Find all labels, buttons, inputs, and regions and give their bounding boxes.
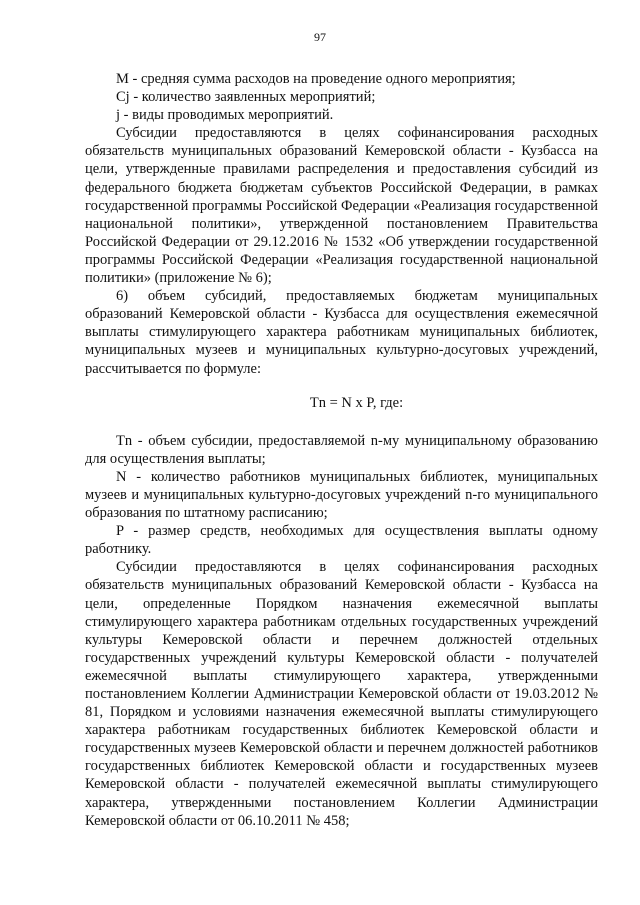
definition-tn: Тn - объем субсидии, предоставляемой n-му муниципальному образованию для осуществления выплаты;: [85, 432, 598, 467]
paragraph-subsidy-national-policy: Субсидии предоставляются в целях софинансирования расходных обязательств муниципальных образований Кемеровской области - Кузбасса на цели, утвержденные правилами распределения и предоставления субсидий из федерального бюджета бюджетам субъектов Российской Федерации, в рамках государственной программы Российской Федерации «Реализация государственной национальной политики», утвержденной постановлением Правительства Российской Федерации от 29.12.2016 № 1532 «Об утверждении государственной программы Российской Федерации «Реализация государственной национальной политики» (приложение № 6);: [85, 125, 598, 287]
paragraph-item-6: 6) объем субсидий, предоставляемых бюджетам муниципальных образований Кемеровской области - Кузбасса для осуществления ежемесячной выплаты стимулирующего характера работникам муниципальных библиотек, муниципальных музеев и муниципальных культурно-досуговых учреждений, рассчитывается по формуле:: [85, 288, 598, 377]
definition-cj: Cj - количество заявленных мероприятий;: [116, 89, 376, 106]
definition-m: M - средняя сумма расходов на проведение одного мероприятия;: [116, 71, 516, 87]
page-number: 97: [314, 30, 326, 44]
paragraph-subsidy-culture-payments: Субсидии предоставляются в целях софинансирования расходных обязательств муниципальных образований Кемеровской области - Кузбасса на цели, определенные Порядком назначения ежемесячной выплаты стимулирующего характера работникам отдельных государственных учреждений культуры Кемеровской области и перечнем должностей отдельных государственных учреждений культуры Кемеровской области - получателей ежемесячной выплаты стимулирующего характера, утвержденными постановлением Коллегии Администрации Кемеровской области от 19.03.2012 № 81, Порядком и условиями назначения ежемесячной выплаты стимулирующего характера работникам государственных библиотек Кемеровской области и государственных музеев Кемеровской области и перечнем должностей работников государственных библиотек Кемеровской области и государственных музеев Кемеровской области - получателей ежемесячной выплаты стимулирующего характера, утвержденными постановлением Коллегии Администрации Кемеровской области от 06.10.2011 № 458;: [85, 559, 598, 829]
definition-j: j - виды проводимых мероприятий.: [116, 107, 334, 124]
definition-p: P - размер средств, необходимых для осуществления выплаты одному работнику.: [85, 523, 598, 558]
formula: Тn = N x P, где:: [309, 394, 404, 411]
document-body: [85, 70, 598, 830]
definition-n: N - количество работников муниципальных библиотек, муниципальных музеев и муниципальных культурно-досуговых учреждений n-го муниципального образования по штатному расписанию;: [85, 468, 598, 522]
